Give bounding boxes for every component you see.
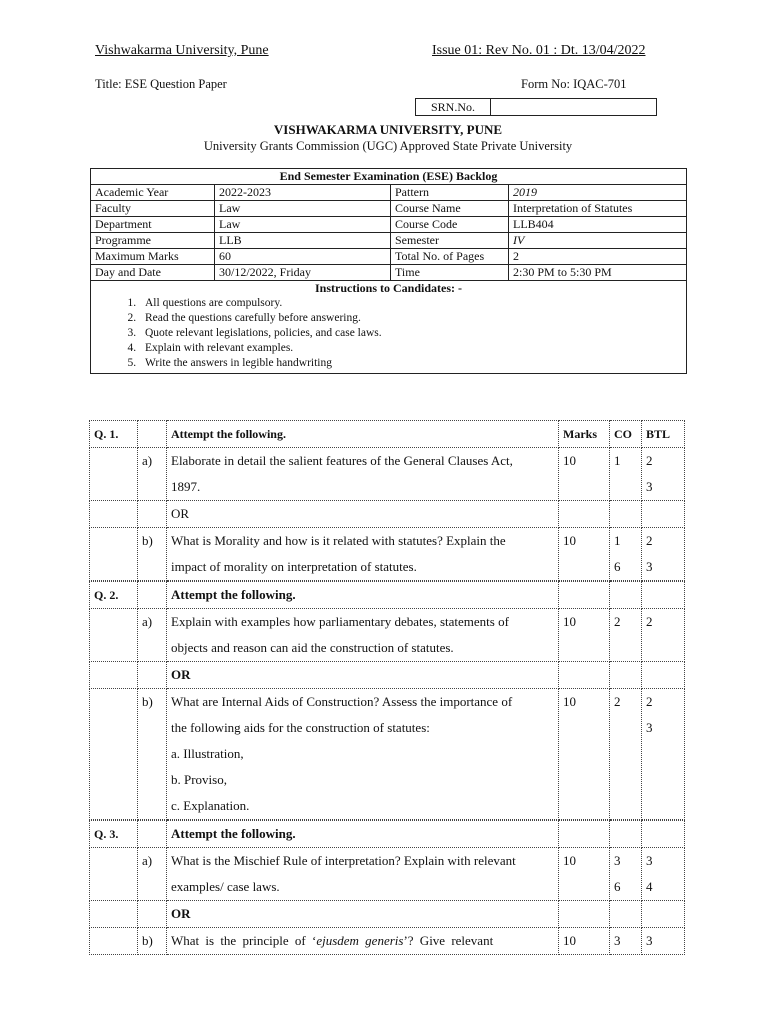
co-value: 2 — [610, 609, 642, 662]
info-key: Course Code — [391, 217, 509, 233]
info-value: 60 — [215, 249, 391, 265]
or-label: OR — [167, 662, 559, 689]
question-row — [90, 848, 685, 901]
instructions-title: Instructions to Candidates: - — [314, 281, 462, 295]
sub-question-label: a) — [138, 448, 167, 501]
sub-question-label: a) — [138, 848, 167, 901]
info-value: 30/12/2022, Friday — [215, 265, 391, 281]
btl-value: 2 3 — [642, 689, 685, 820]
question-text: What is Morality and how is it related with statutes? Explain the impact of morality on interpretation of statutes. — [167, 528, 559, 581]
question-table — [89, 420, 685, 955]
info-value: Law — [215, 217, 391, 233]
info-value: 2 — [509, 249, 687, 265]
question-number: Q. 2. — [90, 582, 138, 609]
or-row — [90, 662, 685, 689]
info-row — [91, 185, 687, 201]
exam-info-table — [90, 168, 687, 374]
question-number: Q. 3. — [90, 821, 138, 848]
srn-box — [415, 98, 657, 116]
or-label: OR — [167, 901, 559, 928]
question-number: Q. 1. — [90, 421, 138, 448]
info-value: IV — [509, 233, 687, 249]
question-title: Attempt the following. — [167, 421, 559, 448]
question-text: What are Internal Aids of Construction? Assess the importance of the following aids for the construction of statutes: a. Illustration, b. Proviso, c. Explanation. — [167, 689, 559, 820]
instruction-item: 2. Read the questions carefully before answering. — [139, 311, 686, 326]
marks-value: 10 — [559, 528, 610, 581]
university-name: VISHWAKARMA UNIVERSITY, PUNE — [273, 122, 503, 137]
info-key: Total No. of Pages — [391, 249, 509, 265]
info-row — [91, 249, 687, 265]
info-key: Time — [391, 265, 509, 281]
info-key: Academic Year — [91, 185, 215, 201]
instruction-item: 4. Explain with relevant examples. — [139, 341, 686, 356]
btl-value: 2 3 — [642, 528, 685, 581]
header-issue: Issue 01: Rev No. 01 : Dt. 13/04/2022 — [432, 43, 646, 58]
question-row — [90, 609, 685, 662]
btl-value: 3 4 — [642, 848, 685, 901]
marks-value: 10 — [559, 928, 610, 955]
question-header-row — [90, 821, 685, 848]
info-value: 2022-2023 — [215, 185, 391, 201]
sub-question-label: b) — [138, 689, 167, 820]
marks-value: 10 — [559, 448, 610, 501]
university-subtitle: University Grants Commission (UGC) Approved State Private University — [203, 139, 573, 153]
exam-title: End Semester Examination (ESE) Backlog — [91, 169, 687, 185]
info-value: 2:30 PM to 5:30 PM — [509, 265, 687, 281]
document-title: Title: ESE Question Paper — [95, 77, 227, 91]
info-value: LLB404 — [509, 217, 687, 233]
question-text: What is the Mischief Rule of interpretation? Explain with relevant examples/ case laws. — [167, 848, 559, 901]
marks-value: 10 — [559, 689, 610, 820]
btl-header: BTL — [642, 421, 685, 448]
info-key: Maximum Marks — [91, 249, 215, 265]
info-row — [91, 201, 687, 217]
btl-value: 2 — [642, 609, 685, 662]
instructions-list — [91, 296, 686, 373]
or-row — [90, 501, 685, 528]
instruction-item: 1. All questions are compulsory. — [139, 296, 686, 311]
co-value: 2 — [610, 689, 642, 820]
question-title: Attempt the following. — [167, 821, 559, 848]
question-text: Elaborate in detail the salient features of the General Clauses Act, 1897. — [167, 448, 559, 501]
info-value: 2019 — [509, 185, 687, 201]
btl-value: 2 3 — [642, 448, 685, 501]
or-row — [90, 901, 685, 928]
co-value: 3 6 — [610, 848, 642, 901]
question-row — [90, 528, 685, 581]
info-key: Course Name — [391, 201, 509, 217]
info-value: LLB — [215, 233, 391, 249]
btl-value: 3 — [642, 928, 685, 955]
question-text: Explain with examples how parliamentary debates, statements of objects and reason can aid the construction of statutes. — [167, 609, 559, 662]
co-header: CO — [610, 421, 642, 448]
form-number: Form No: IQAC-701 — [521, 77, 627, 91]
marks-value: 10 — [559, 848, 610, 901]
srn-field[interactable] — [491, 99, 656, 115]
question-title: Attempt the following. — [167, 582, 559, 609]
srn-label: SRN.No. — [416, 99, 491, 115]
co-value: 3 — [610, 928, 642, 955]
co-value: 1 — [610, 448, 642, 501]
co-value: 1 6 — [610, 528, 642, 581]
info-value: Law — [215, 201, 391, 217]
info-key: Day and Date — [91, 265, 215, 281]
question-text: What is the principle of ‘ejusdem generis’? Give relevant — [167, 928, 559, 955]
header-university: Vishwakarma University, Pune — [95, 43, 269, 58]
question-header-row — [90, 421, 685, 448]
info-row — [91, 217, 687, 233]
info-key: Faculty — [91, 201, 215, 217]
or-label: OR — [167, 501, 559, 528]
instruction-item: 3. Quote relevant legislations, policies, and case laws. — [139, 326, 686, 341]
instructions-block — [91, 281, 687, 374]
info-key: Department — [91, 217, 215, 233]
info-key: Pattern — [391, 185, 509, 201]
sub-question-label: b) — [138, 528, 167, 581]
question-header-row — [90, 582, 685, 609]
instruction-item: 5. Write the answers in legible handwriting — [139, 356, 686, 371]
marks-value: 10 — [559, 609, 610, 662]
question-row — [90, 689, 685, 820]
sub-question-label: a) — [138, 609, 167, 662]
info-key: Semester — [391, 233, 509, 249]
question-row — [90, 928, 685, 955]
marks-header: Marks — [559, 421, 610, 448]
info-value: Interpretation of Statutes — [509, 201, 687, 217]
info-row — [91, 233, 687, 249]
sub-question-label: b) — [138, 928, 167, 955]
question-row — [90, 448, 685, 501]
info-row — [91, 265, 687, 281]
info-key: Programme — [91, 233, 215, 249]
